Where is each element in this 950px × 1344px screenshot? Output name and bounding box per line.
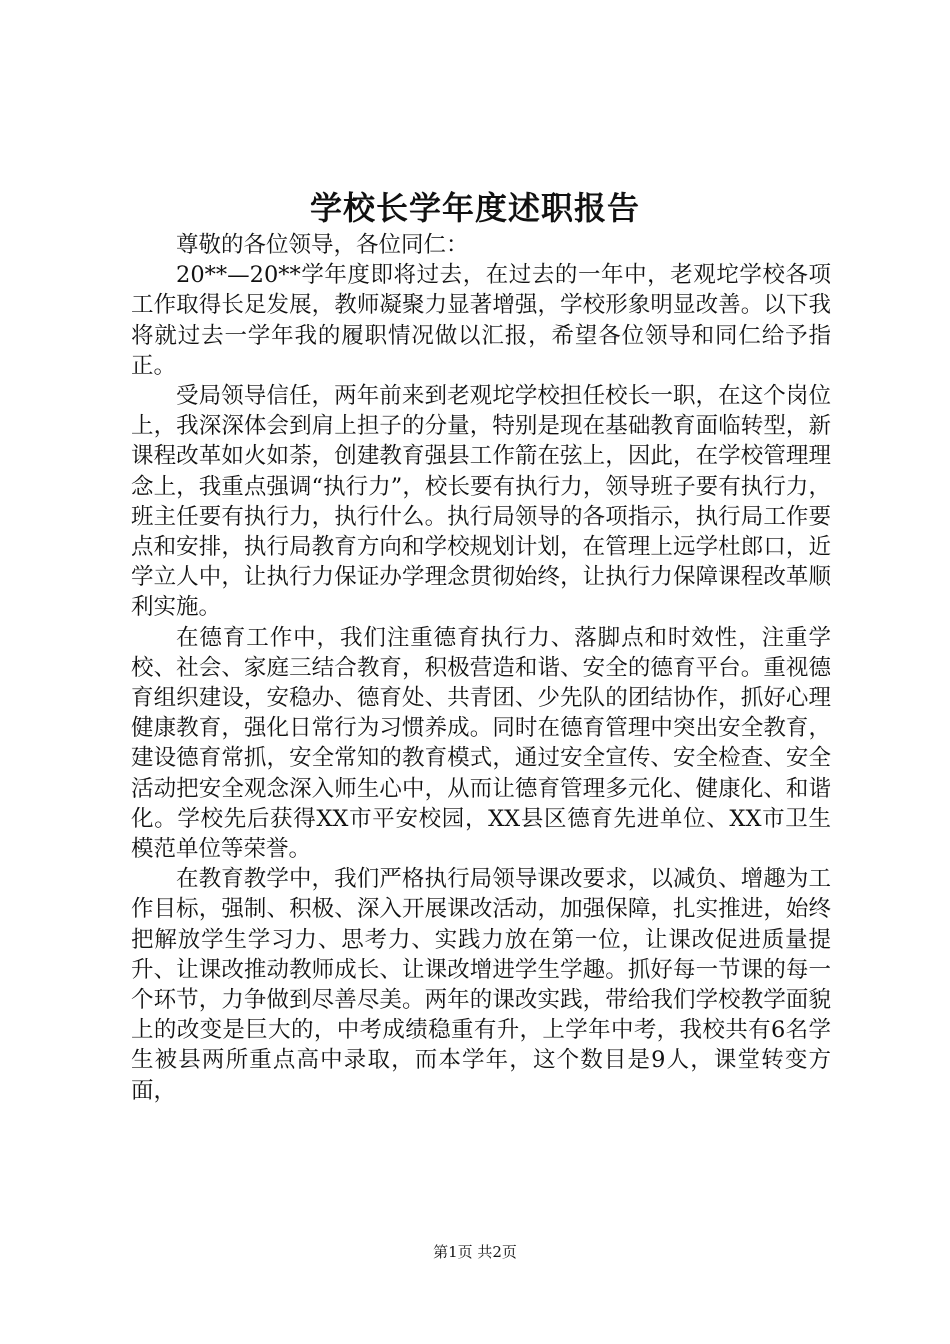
paragraph-salutation: 尊敬的各位领导，各位同仁：	[176, 232, 469, 258]
page-number-current: 第1页	[433, 1243, 473, 1261]
document-body	[131, 230, 831, 1106]
document-title: 学校长学年度述职报告	[309, 189, 640, 227]
paragraph-intro: 20**—20**学年度即将过去，在过去的一年中，老观坨学校各项工作取得长足发展，教师凝聚力显著增强，学校形象明显改善。以下我将就过去一学年我的履职情况做以汇报，希望各位领导和同仁给予指正。	[131, 262, 831, 379]
page-footer	[0, 1240, 950, 1264]
paragraph-management: 受局领导信任，两年前来到老观坨学校担任校长一职，在这个岗位上，我深深体会到肩上担子的分量，特别是现在基础教育面临转型，新课程改革如火如荼，创建教育强县工作箭在弦上，因此，在学校管理理念上，我重点强调“执行力”，校长要有执行力，领导班子要有执行力，班主任要有执行力，执行什么。执行局领导的各项指示，执行局工作要点和安排，执行局教育方向和学校规划计划，在管理上远学杜郎口，近学立人中，让执行力保证办学理念贯彻始终，让执行力保障课程改革顺利实施。	[131, 383, 831, 621]
paragraph-moral-education: 在德育工作中，我们注重德育执行力、落脚点和时效性，注重学校、社会、家庭三结合教育，积极营造和谐、安全的德育平台。重视德育组织建设，安稳办、德育处、共青团、少先队的团结协作，抓好心理健康教育，强化日常行为习惯养成。同时在德育管理中突出安全教育，建设德育常抓，安全常知的教育模式，通过安全宣传、安全检查、安全活动把安全观念深入师生心中，从而让德育管理多元化、健康化、和谐化。学校先后获得XX市平安校园，XX县区德育先进单位、XX市卫生模范单位等荣誉。	[131, 624, 831, 863]
page-number-total: 共2页	[477, 1243, 517, 1261]
paragraph-teaching: 在教育教学中，我们严格执行局领导课改要求，以减负、增趣为工作目标，强制、积极、深入开展课改活动，加强保障，扎实推进，始终把解放学生学习力、思考力、实践力放在第一位，让课改促进质量提升、让课改推动教师成长、让课改增进学生学趣。抓好每一节课的每一个环节，力争做到尽善尽美。两年的课改实践，带给我们学校教学面貌上的改变是巨大的，中考成绩稳重有升，上学年中考，我校共有6名学生被县两所重点高中录取，而本学年，这个数目是9人，课堂转变方面，	[131, 866, 831, 1104]
